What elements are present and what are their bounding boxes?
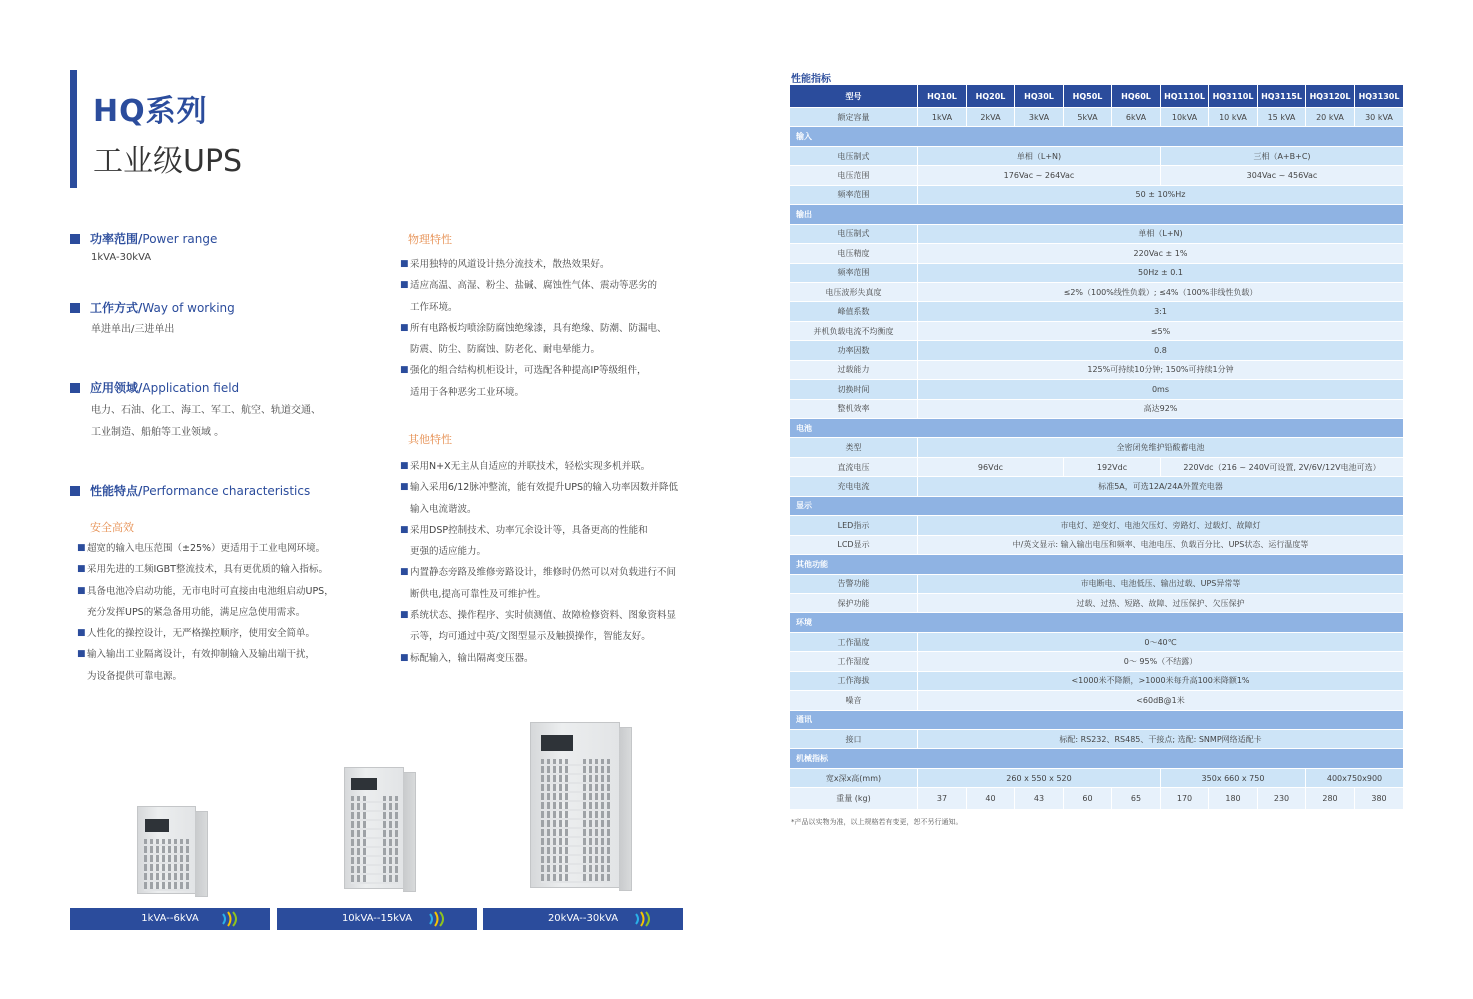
table-section-row: 其他功能 xyxy=(790,555,1404,574)
list-item: ■ 人性化的操控设计，无严格操控顺序，使用安全简单。 xyxy=(77,623,334,644)
table-row: 频率范围 50Hz ± 0.1 xyxy=(790,263,1404,282)
footnote: *产品以实物为准，以上规格若有变更，恕不另行通知。 xyxy=(791,818,963,826)
other-heading: 其他特性 xyxy=(408,433,452,446)
bullet-icon: ■ xyxy=(400,259,409,269)
list-item: ■ 强化的组合结构机柜设计，可选配各种提高IP等级组件， xyxy=(400,360,667,381)
table-section-row: 显示 xyxy=(790,496,1404,515)
table-row: 宽x深x高(mm) 260 x 550 x 520 350x 660 x 750 400x750x900 xyxy=(790,768,1404,787)
list-item: ■ 采用独特的风道设计热分流技术，散热效果好。 xyxy=(400,254,667,275)
list-item: 输入电流谐波。 xyxy=(410,503,477,515)
table-row: 过载能力 125%可持续10分钟; 150%可持续1分钟 xyxy=(790,360,1404,379)
square-bullet-icon xyxy=(70,383,80,393)
table-row: 告警功能 市电断电、电池低压、输出过载、UPS异常等 xyxy=(790,574,1404,593)
table-row: 工作湿度 0～ 95%（不结露） xyxy=(790,652,1404,671)
list-item: 为设备提供可靠电源。 xyxy=(87,670,183,682)
table-section-row: 通讯 xyxy=(790,710,1404,729)
table-row: LCD显示 中/英文显示: 输入输出电压和频率、电池电压、负载百分比、UPS状态、运行温度等 xyxy=(790,535,1404,554)
table-row: 并机负载电流不均衡度 ≤5% xyxy=(790,321,1404,340)
other-list xyxy=(400,456,678,669)
list-item: 工作环境。 xyxy=(410,301,458,313)
table-row: 电压波形失真度 ≤2%（100%线性负载）; ≤4%（100%非线性负载） xyxy=(790,282,1404,301)
product-subtitle: 工业级UPS xyxy=(93,144,243,179)
list-item: ■ 采用N+X无主从自适应的并联技术，轻松实现多机并联。 xyxy=(400,456,678,477)
table-row: 峰值系数 3:1 xyxy=(790,302,1404,321)
bullet-icon: ■ xyxy=(77,564,86,575)
list-item: ■ 适应高温、高湿、粉尘、盐碱、腐蚀性气体、震动等恶劣的 xyxy=(400,275,667,296)
list-item: 断供电,提高可靠性及可维护性。 xyxy=(410,588,547,600)
ups-cabinet-medium-image xyxy=(344,767,404,889)
list-item: ■ 超宽的输入电压范围（±25%）更适用于工业电网环境。 xyxy=(77,538,334,559)
application-field-text: 电力、石油、化工、海工、军工、航空、轨道交通、 工业制造、船舶等工业领域 。 xyxy=(91,405,321,438)
table-row: 接口 标配: RS232、RS485、干接点; 选配: SNMP网络适配卡 xyxy=(790,730,1404,749)
section-way-of-working: 工作方式/Way of working xyxy=(70,299,235,316)
table-row: 噪音 <60dB@1米 xyxy=(790,691,1404,710)
signal-wave-icon xyxy=(220,911,242,927)
list-item: 充分发挥UPS的紧急备用功能，满足应急使用需求。 xyxy=(87,606,306,618)
power-range-value: 1kVA-30kVA xyxy=(91,252,152,263)
list-item: ■ 所有电路板均喷涂防腐蚀绝缘漆，具有绝缘、防潮、防漏电、 xyxy=(400,318,667,339)
bullet-icon: ■ xyxy=(400,524,409,535)
table-header-row: 型号 HQ10L HQ20L HQ30L HQ50L HQ60L HQ1110L HQ3110L HQ3115L HQ3120L HQ3130L xyxy=(790,85,1404,108)
way-of-working-value: 单进单出/三进单出 xyxy=(91,324,175,335)
section-power-range: 功率范围/Power range xyxy=(70,230,217,247)
physical-heading: 物理特性 xyxy=(408,233,452,246)
table-row: 工作海拔 <1000米不降额，>1000米每升高100米降额1% xyxy=(790,671,1404,690)
list-item: ■ 具备电池冷启动功能，无市电时可直接由电池组启动UPS， xyxy=(77,581,334,602)
table-row: 频率范围 50 ± 10%Hz xyxy=(790,185,1404,204)
table-section-row: 电池 xyxy=(790,419,1404,438)
table-section-row: 输出 xyxy=(790,205,1404,224)
table-row: 电压精度 220Vac ± 1% xyxy=(790,244,1404,263)
table-row: 电压范围 176Vac ~ 264Vac 304Vac ~ 456Vac xyxy=(790,166,1404,185)
table-row: 电压制式 单相（L+N) xyxy=(790,224,1404,243)
section-application-field: 应用领域/Application field xyxy=(70,379,239,396)
square-bullet-icon xyxy=(70,486,80,496)
table-row: 类型 全密闭免维护铅酸蓄电池 xyxy=(790,438,1404,457)
table-section-row: 输入 xyxy=(790,127,1404,146)
signal-wave-icon xyxy=(633,911,655,927)
list-item: 适用于各种恶劣工业环境。 xyxy=(410,386,525,398)
table-section-row: 环境 xyxy=(790,613,1404,632)
square-bullet-icon xyxy=(70,234,80,244)
physical-list xyxy=(400,254,667,403)
table-row: LED指示 市电灯、逆变灯、电池欠压灯、旁路灯、过载灯、故障灯 xyxy=(790,516,1404,535)
list-item: ■ 标配输入，输出隔离变压器。 xyxy=(400,648,678,669)
table-row: 保护功能 过载、过热、短路、故障、过压保护、欠压保护 xyxy=(790,593,1404,612)
series-title: HQ系列 xyxy=(93,94,208,129)
table-row: 工作温度 0～40℃ xyxy=(790,632,1404,651)
list-item: ■ 输入输出工业隔离设计，有效抑制输入及输出端干扰， xyxy=(77,644,334,665)
bullet-icon: ■ xyxy=(77,585,86,596)
square-bullet-icon xyxy=(70,303,80,313)
list-item: ■ 内置静态旁路及维修旁路设计，维修时仍然可以对负载进行不间 xyxy=(400,562,678,583)
bullet-icon: ■ xyxy=(77,543,86,553)
list-item: ■ 系统状态、操作程序、实时侦测值、故障检修资料、图象资料显 xyxy=(400,605,678,626)
table-section-row: 机械指标 xyxy=(790,749,1404,768)
table-row: 额定容量 1kVA 2kVA 3kVA 5kVA 6kVA 10kVA 10 kVA 15 kVA 20 kVA 30 kVA xyxy=(790,108,1404,127)
section-performance: 性能特点/Performance characteristics xyxy=(70,482,310,499)
bullet-icon: ■ xyxy=(400,322,409,333)
bullet-icon: ■ xyxy=(400,652,409,663)
table-row: 直流电压 96Vdc 192Vdc 220Vdc（216 ~ 240V可设置, 2V/6V/12V电池可选） xyxy=(790,457,1404,476)
title-accent-bar xyxy=(70,70,77,188)
bullet-icon: ■ xyxy=(77,649,86,660)
table-row: 切换时间 0ms xyxy=(790,380,1404,399)
spec-table-title: 性能指标 xyxy=(791,74,831,85)
table-row: 电压制式 单相（L+N) 三相（A+B+C) xyxy=(790,146,1404,165)
table-row: 重量 (kg) 37 40 43 60 65 170 180 230 280 380 xyxy=(790,788,1404,810)
product-caption-1: 1kVA--6kVA xyxy=(70,908,270,930)
table-row: 整机效率 高达92% xyxy=(790,399,1404,418)
list-item: ■ 采用先进的工频IGBT整流技术，具有更优质的输入指标。 xyxy=(77,559,334,580)
list-item: ■ 输入采用6/12脉冲整流，能有效提升UPS的输入功率因数并降低 xyxy=(400,477,678,498)
list-item: 示等，均可通过中英/文图型显示及触摸操作，智能友好。 xyxy=(410,631,651,643)
bullet-icon: ■ xyxy=(400,482,409,493)
product-caption-2: 10kVA--15kVA xyxy=(277,908,477,930)
safety-list xyxy=(77,538,334,687)
spec-table xyxy=(789,84,1404,810)
bullet-icon: ■ xyxy=(400,280,409,291)
list-item: ■ 采用DSP控制技术、功率冗余设计等，具备更高的性能和 xyxy=(400,520,678,541)
bullet-icon: ■ xyxy=(400,461,409,471)
bullet-icon: ■ xyxy=(400,610,409,621)
bullet-icon: ■ xyxy=(400,567,409,578)
safety-heading: 安全高效 xyxy=(90,521,134,534)
ups-cabinet-large-image xyxy=(530,722,620,888)
table-row: 充电电流 标准5A，可选12A/24A外置充电器 xyxy=(790,477,1404,496)
product-caption-3: 20kVA--30kVA xyxy=(483,908,683,930)
ups-cabinet-small-image xyxy=(137,806,196,894)
list-item: 更强的适应能力。 xyxy=(410,546,487,558)
list-item: 防震、防尘、防腐蚀、防老化、耐电晕能力。 xyxy=(410,344,601,356)
bullet-icon: ■ xyxy=(400,365,409,376)
table-row: 功率因数 0.8 xyxy=(790,341,1404,360)
signal-wave-icon xyxy=(427,911,449,927)
bullet-icon: ■ xyxy=(77,628,86,639)
